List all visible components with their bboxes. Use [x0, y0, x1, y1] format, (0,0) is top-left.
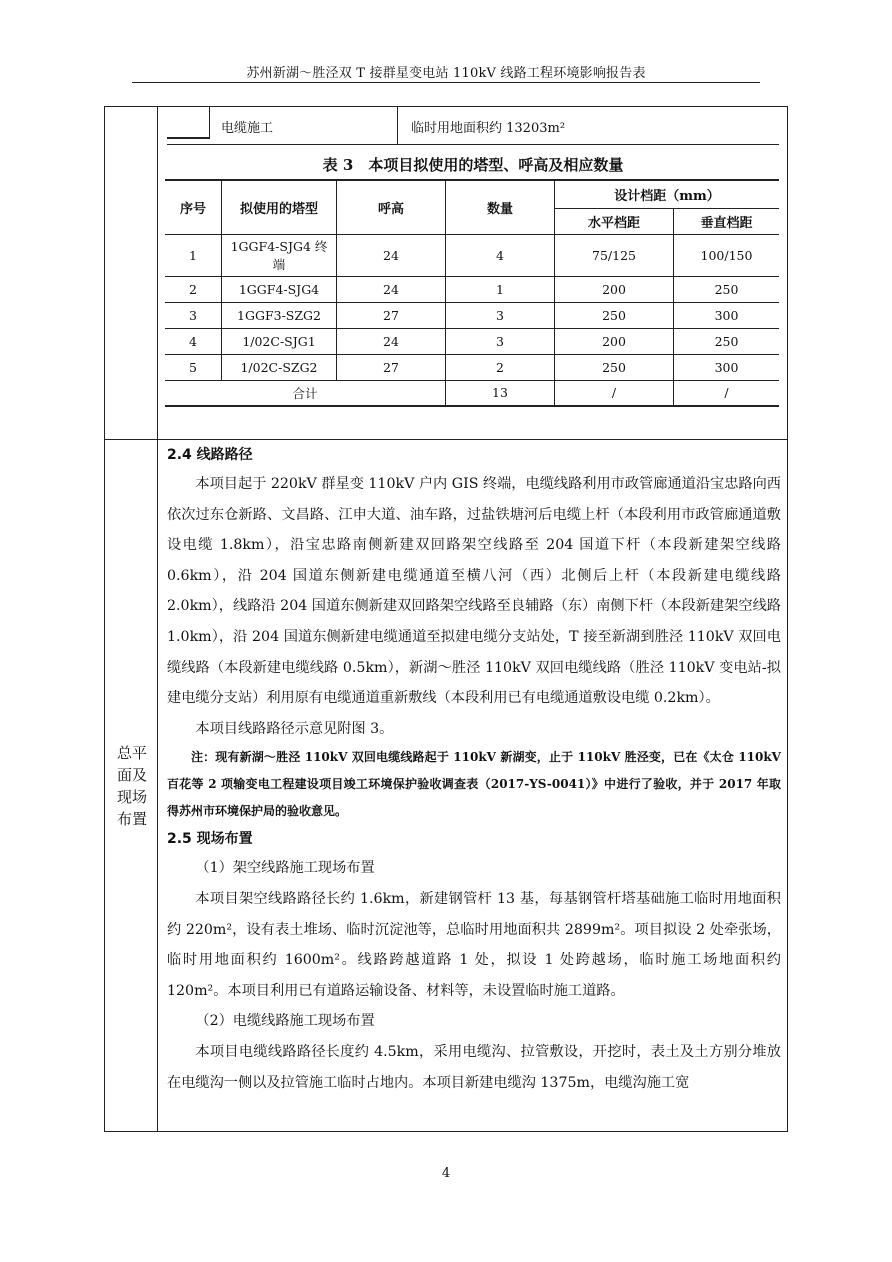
subsection-overhead: （1）架空线路施工现场布置 — [195, 860, 375, 877]
section-title-2-4: 2.4 线路路径 — [167, 447, 253, 463]
header-qty: 数量 — [446, 180, 555, 234]
route-paragraph: 本项目起于 220kV 群星变 110kV 户内 GIS 终端，电缆线路利用市政管廊通道沿宝忠路向西依次过东仓新路、文昌路、江申大道、油车路，过盐铁塘河后电缆上杆（本段利用市政管廊通道敷设电缆 1.8km），沿宝忠路南侧新建双回路架空线路至 204 国道下杆（本段新建架空线路 0.6km），沿 204 国道东侧新建电缆通道至横八河（西）北侧后上杆（本段新建电缆线路 2.0km），线路沿 204 国道东侧新建双回路架空线路至良辅路（东）南侧下杆（本段新建架空线路 1.0km），沿 204 国道东侧新建电缆通道至拟建电缆分支站处，T 接至新湖到胜泾 110kV 双回电缆线路（本段新建电缆线路 0.5km），新湖～胜泾 110kV 双回电缆线路（胜泾 110kV 变电站-拟建电缆分支站）利用原有电缆通道重新敷线（本段利用已有电缆通道敷设电缆 0.2km）。 — [167, 476, 781, 707]
cell-vspan: 300 — [674, 302, 780, 328]
route-note: 注：现有新湖～胜泾 110kV 双回电缆线路起于 110kV 新湖变，止于 110kV 胜泾变，已在《太仓 110kV 百花等 2 项输变电工程建设项目竣工环境保护验收调查表（2017-YS-0041）》中进行了验收，并于 2017 年取得苏州市环境保护局的验收意见。 — [167, 750, 781, 819]
overhead-paragraph: 本项目架空线路路径长约 1.6km，新建钢管杆 13 基，每基钢管杆塔基础施工临时用地面积约 220m²，设有表土堆场、临时沉淀池等，总临时用地面积共 2899m²。项目拟设 2 处牵张场，临时用地面积约 1600m²。线路跨越道路 1 处，拟设 1 处跨越场，临时施工场地面积约 120m²。本项目利用已有道路运输设备、材料等，未设置临时施工道路。 — [167, 890, 781, 999]
total-qty: 13 — [446, 380, 555, 406]
table-row — [165, 328, 779, 354]
cell-vspan: 250 — [674, 328, 780, 354]
cell-vspan: 250 — [674, 276, 780, 302]
table-row — [165, 276, 779, 302]
cell-height: 24 — [337, 234, 446, 276]
total-label: 合计 — [165, 380, 446, 406]
row-rule — [167, 144, 779, 145]
column-divider — [157, 106, 158, 1132]
cell-vspan: 100/150 — [674, 234, 780, 276]
side-label — [112, 742, 152, 830]
construction-type: 电缆施工 — [221, 121, 274, 136]
header-height: 呼高 — [337, 180, 446, 234]
cell-divider — [397, 107, 398, 144]
cell-type: 1GGF4-SJG4 终端 — [222, 234, 337, 276]
section-title-2-5: 2.5 现场布置 — [167, 831, 253, 848]
cell-type: 1GGF3-SZG2 — [222, 302, 337, 328]
cell-qty: 4 — [446, 234, 555, 276]
cell-hspan: 75/125 — [555, 234, 674, 276]
side-label-line: 面及 — [116, 766, 147, 784]
cell-height: 27 — [337, 302, 446, 328]
header-type: 拟使用的塔型 — [222, 180, 337, 234]
side-label-line: 布置 — [116, 810, 147, 828]
cell-no: 1 — [165, 234, 222, 276]
cell-no: 4 — [165, 328, 222, 354]
subsection-cable: （2）电缆线路施工现场布置 — [195, 1013, 375, 1030]
cell-type: 1GGF4-SJG4 — [222, 276, 337, 302]
cell-no: 2 — [165, 276, 222, 302]
document-header: 苏州新湖～胜泾双 T 接群星变电站 110kV 线路工程环境影响报告表 — [246, 66, 646, 81]
cell-hspan: 250 — [555, 354, 674, 380]
main-content — [167, 441, 781, 1098]
tower-table — [165, 179, 779, 407]
header-vspan: 垂直档距 — [674, 208, 780, 234]
cell-type: 1/02C-SJG1 — [222, 328, 337, 354]
header-no: 序号 — [165, 180, 222, 234]
blank-cell — [167, 107, 210, 139]
cell-height: 24 — [337, 276, 446, 302]
table-caption: 表 3 本项目拟使用的塔型、呼高及相应数量 — [322, 156, 624, 174]
cell-qty: 2 — [446, 354, 555, 380]
cell-hspan: 200 — [555, 276, 674, 302]
cell-qty: 3 — [446, 302, 555, 328]
cell-vspan: 300 — [674, 354, 780, 380]
land-area: 临时用地面积约 13203m² — [411, 121, 566, 136]
cell-type: 1/02C-SZG2 — [222, 354, 337, 380]
cell-no: 3 — [165, 302, 222, 328]
header-hspan: 水平档距 — [555, 208, 674, 234]
page-number: 4 — [441, 1166, 451, 1181]
cell-height: 27 — [337, 354, 446, 380]
header-span: 设计档距（mm） — [555, 180, 780, 208]
cell-height: 24 — [337, 328, 446, 354]
temporary-land-row — [167, 107, 779, 144]
cell-qty: 1 — [446, 276, 555, 302]
cell-hspan: 200 — [555, 328, 674, 354]
side-label-line: 总平 — [116, 744, 147, 762]
cell-no: 5 — [165, 354, 222, 380]
total-row — [165, 380, 779, 406]
route-map-reference: 本项目线路路径示意见附图 3。 — [195, 720, 394, 737]
table-row — [165, 234, 779, 276]
total-vspan: / — [674, 380, 780, 406]
table-row — [165, 354, 779, 380]
side-label-line: 现场 — [116, 788, 147, 806]
row-divider — [104, 439, 788, 440]
table-row — [165, 302, 779, 328]
cable-paragraph: 本项目电缆线路路径长度约 4.5km，采用电缆沟、拉管敷设，开挖时，表土及土方别分堆放在电缆沟一侧以及拉管施工临时占地内。本项目新建电缆沟 1375m，电缆沟施工宽 — [167, 1043, 781, 1091]
header-rule — [132, 82, 760, 83]
cell-hspan: 250 — [555, 302, 674, 328]
cell-qty: 3 — [446, 328, 555, 354]
total-hspan: / — [555, 380, 674, 406]
